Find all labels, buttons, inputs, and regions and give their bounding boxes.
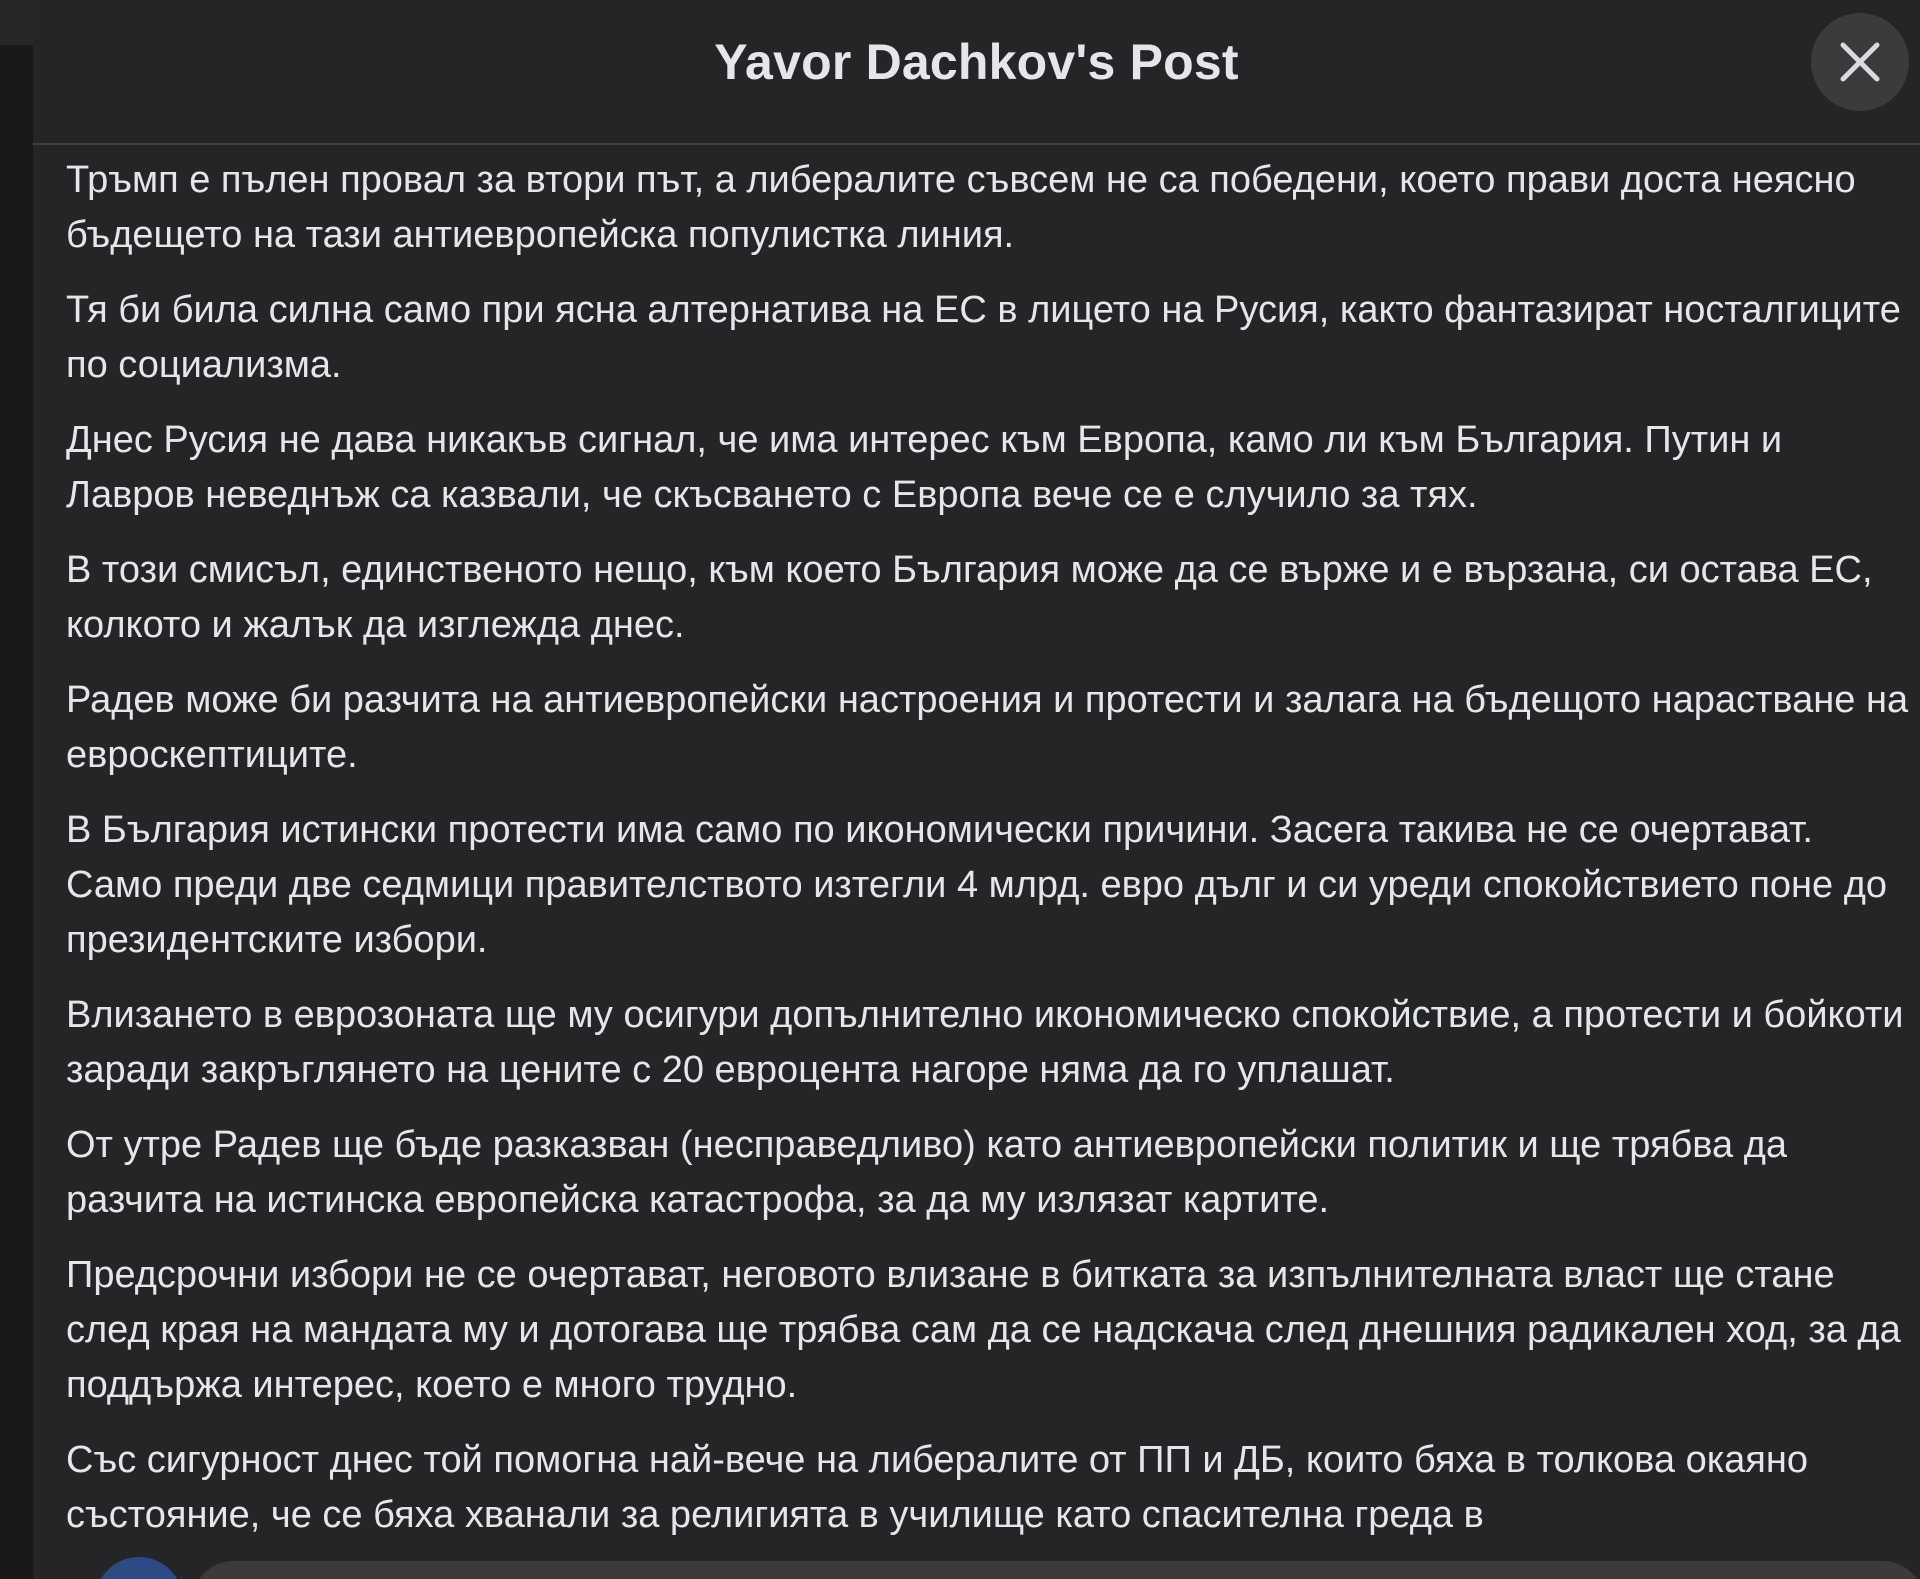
background-page-header: [0, 0, 33, 45]
post-body[interactable]: [33, 147, 1920, 1547]
post-paragraph: Със сигурност днес той помогна най-вече на либералите от ПП и ДБ, които бяха в толкова окаяно състояние, че се бяха хванали за религията в училище като спасителна греда в: [66, 1439, 1809, 1536]
post-paragraph: В България истински протести има само по икономически причини. Засега такива не се очертават. Само преди две седмици правителството изтегли 4 млрд. евро дълг и си уреди спокойствието поне до президентските избори.: [66, 809, 1888, 961]
post-paragraph: Влизането в еврозоната ще му осигури допълнително икономическо спокойствие, а протести и бойкоти заради закръглянето на цените с 20 евроцента нагоре няма да го уплашат.: [66, 994, 1904, 1091]
dialog-header: [33, 0, 1920, 145]
dialog-title: Yavor Dachkov's Post: [714, 34, 1239, 90]
close-button[interactable]: [1811, 13, 1909, 111]
post-text: [66, 153, 1916, 1547]
post-paragraph: Тя би била силна само при ясна алтернатива на ЕС в лицето на Русия, както фантазират носталгиците по социализма.: [66, 289, 1901, 386]
post-paragraph: От утре Радев ще бъде разказван (несправедливо) като антиевропейски политик и ще трябва да разчита на истинска европейска катастрофа, за да му излязат картите.: [66, 1124, 1788, 1221]
comment-footer: [33, 1547, 1920, 1579]
post-dialog: [33, 0, 1920, 1579]
close-icon: [1837, 39, 1883, 85]
post-paragraph: Предсрочни избори не се очертават, неговото влизане в битката за изпълнителната власт ще стане след края на мандата му и дотогава ще трябва сам да се надскача след днешния радикален ход, за да поддържа интерес, което е много трудно.: [66, 1254, 1901, 1406]
post-paragraph: Днес Русия не дава никакъв сигнал, че има интерес към Европа, камо ли към България. Путин и Лавров неведнъж са казвали, че скъсването с Европа вече се е случило за тях.: [66, 419, 1783, 516]
post-paragraph: Тръмп е пълен провал за втори път, а либералите съвсем не са победени, което прави доста неясно бъдещето на тази антиевропейска популистка линия.: [66, 159, 1856, 256]
post-paragraph: В този смисъл, единственото нещо, към което България може да се върже и е вързана, си остава ЕС, колкото и жалък да изглежда днес.: [66, 549, 1873, 646]
comment-input[interactable]: [193, 1561, 1920, 1579]
user-avatar[interactable]: [95, 1557, 183, 1579]
background-page-strip: [0, 0, 33, 1579]
post-paragraph: Радев може би разчита на антиевропейски настроения и протести и залага на бъдещото нарастване на евроскептиците.: [66, 679, 1909, 776]
